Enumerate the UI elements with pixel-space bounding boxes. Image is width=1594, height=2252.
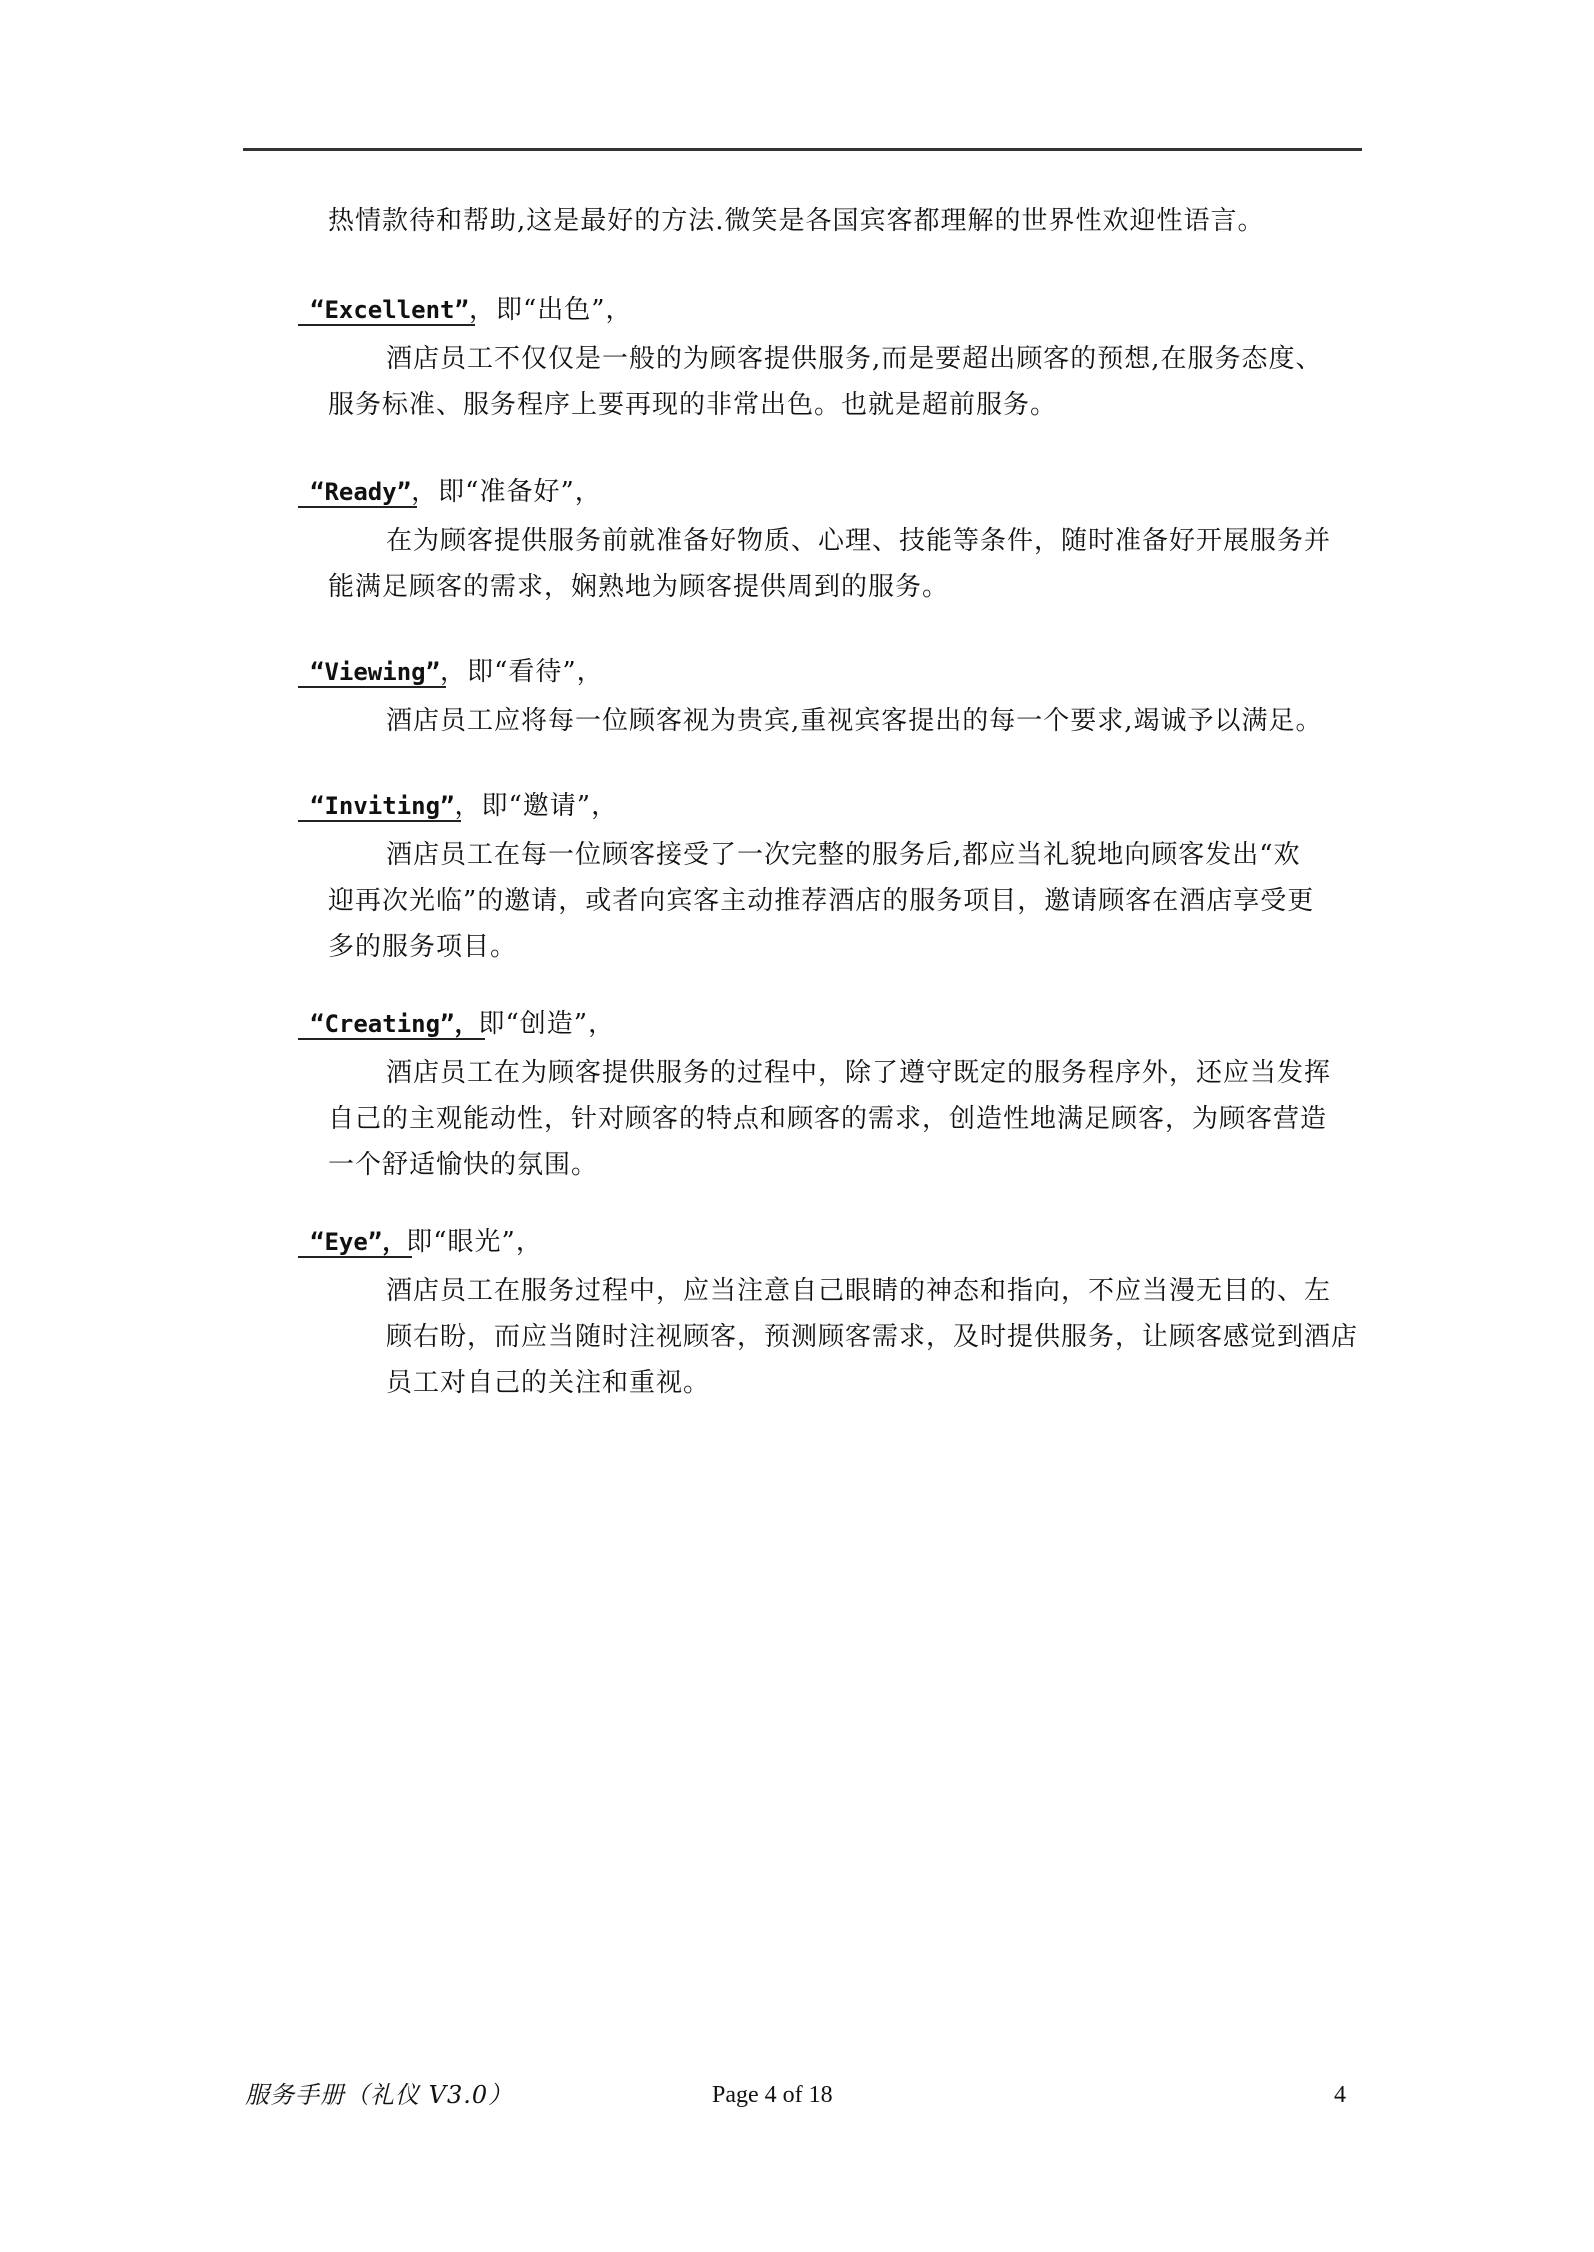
section-body	[298, 1268, 1368, 1406]
section-meaning: 即“出色”，	[495, 295, 633, 325]
term-underline	[298, 1038, 485, 1040]
section-heading	[298, 1004, 1368, 1044]
header-rule	[243, 148, 1362, 151]
section-term: “Creating”，	[310, 1010, 479, 1038]
term-underline	[298, 686, 446, 688]
section-inviting	[298, 786, 1368, 970]
section-meaning: 即“创造”，	[478, 1009, 616, 1039]
body-line: 酒店员工在服务过程中，应当注意自己眼睛的神态和指向，不应当漫无目的、左	[386, 1276, 1332, 1306]
section-body	[298, 698, 1368, 744]
section-term: “Ready”	[310, 478, 412, 506]
section-excellent	[298, 290, 1368, 428]
term-wrap	[298, 290, 469, 330]
section-body	[298, 1050, 1368, 1188]
body-line: 酒店员工不仅仅是一般的为顾客提供服务,而是要超出顾客的预想,在服务态度、	[386, 344, 1323, 374]
body-line: 一个舒适愉快的氛围。	[328, 1150, 599, 1180]
body-line: 酒店员工应将每一位顾客视为贵宾,重视宾客提出的每一个要求,竭诚予以满足。	[386, 706, 1323, 736]
section-meaning: 即“准备好”，	[438, 477, 602, 507]
body-line: 自己的主观能动性，针对顾客的特点和顾客的需求，创造性地满足顾客，为顾客营造	[328, 1104, 1328, 1134]
body-line: 酒店员工在为顾客提供服务的过程中，除了遵守既定的服务程序外，还应当发挥	[386, 1058, 1332, 1088]
section-viewing	[298, 652, 1368, 744]
section-body	[298, 336, 1368, 428]
term-wrap	[298, 472, 411, 512]
term-underline	[298, 506, 417, 508]
intro-paragraph: 热情款待和帮助,这是最好的方法.微笑是各国宾客都理解的世界性欢迎性语言。	[328, 206, 1265, 236]
body-line: 能满足顾客的需求，娴熟地为顾客提供周到的服务。	[328, 572, 950, 602]
section-heading	[298, 290, 1368, 330]
term-underline	[298, 1256, 412, 1258]
footer-document-title: 服务手册（礼仪 V3.0）	[245, 2081, 514, 2109]
section-term: “Excellent”	[310, 296, 469, 324]
section-ready	[298, 472, 1368, 610]
section-term: “Viewing”	[310, 658, 441, 686]
section-meaning: 即“邀请”，	[481, 791, 619, 821]
term-wrap	[298, 1004, 479, 1044]
section-separator: ，	[411, 477, 439, 507]
section-body	[298, 518, 1368, 610]
term-wrap	[298, 786, 455, 826]
section-body	[298, 832, 1368, 970]
section-heading	[298, 786, 1368, 826]
section-heading	[298, 1222, 1368, 1262]
section-heading	[298, 652, 1368, 692]
body-line: 迎再次光临”的邀请，或者向宾客主动推荐酒店的服务项目，邀请顾客在酒店享受更	[328, 886, 1315, 916]
term-underline	[298, 820, 461, 822]
body-line: 在为顾客提供服务前就准备好物质、心理、技能等条件，随时准备好开展服务并	[386, 526, 1332, 556]
body-line: 员工对自己的关注和重视。	[386, 1368, 711, 1398]
section-creating	[298, 1004, 1368, 1188]
term-wrap	[298, 652, 440, 692]
term-wrap	[298, 1222, 406, 1262]
section-meaning: 即“眼光”，	[406, 1227, 543, 1257]
section-separator: ，	[440, 657, 468, 687]
section-separator: ，	[468, 295, 496, 325]
body-line: 顾右盼，而应当随时注视顾客，预测顾客需求，及时提供服务，让顾客感觉到酒店	[386, 1322, 1359, 1352]
section-meaning: 即“看待”，	[467, 657, 604, 687]
body-line: 服务标准、服务程序上要再现的非常出色。也就是超前服务。	[328, 390, 1058, 420]
body-line: 酒店员工在每一位顾客接受了一次完整的服务后,都应当礼貌地向顾客发出“欢	[386, 840, 1301, 870]
section-term: “Eye”，	[310, 1228, 407, 1256]
section-separator: ，	[454, 791, 482, 821]
section-heading	[298, 472, 1368, 512]
section-term: “Inviting”	[310, 792, 455, 820]
term-underline	[298, 324, 475, 326]
footer-page-number: 4	[1334, 2082, 1346, 2108]
footer-page-indicator: Page 4 of 18	[712, 2082, 833, 2108]
body-line: 多的服务项目。	[328, 932, 518, 962]
section-eye	[298, 1222, 1368, 1406]
